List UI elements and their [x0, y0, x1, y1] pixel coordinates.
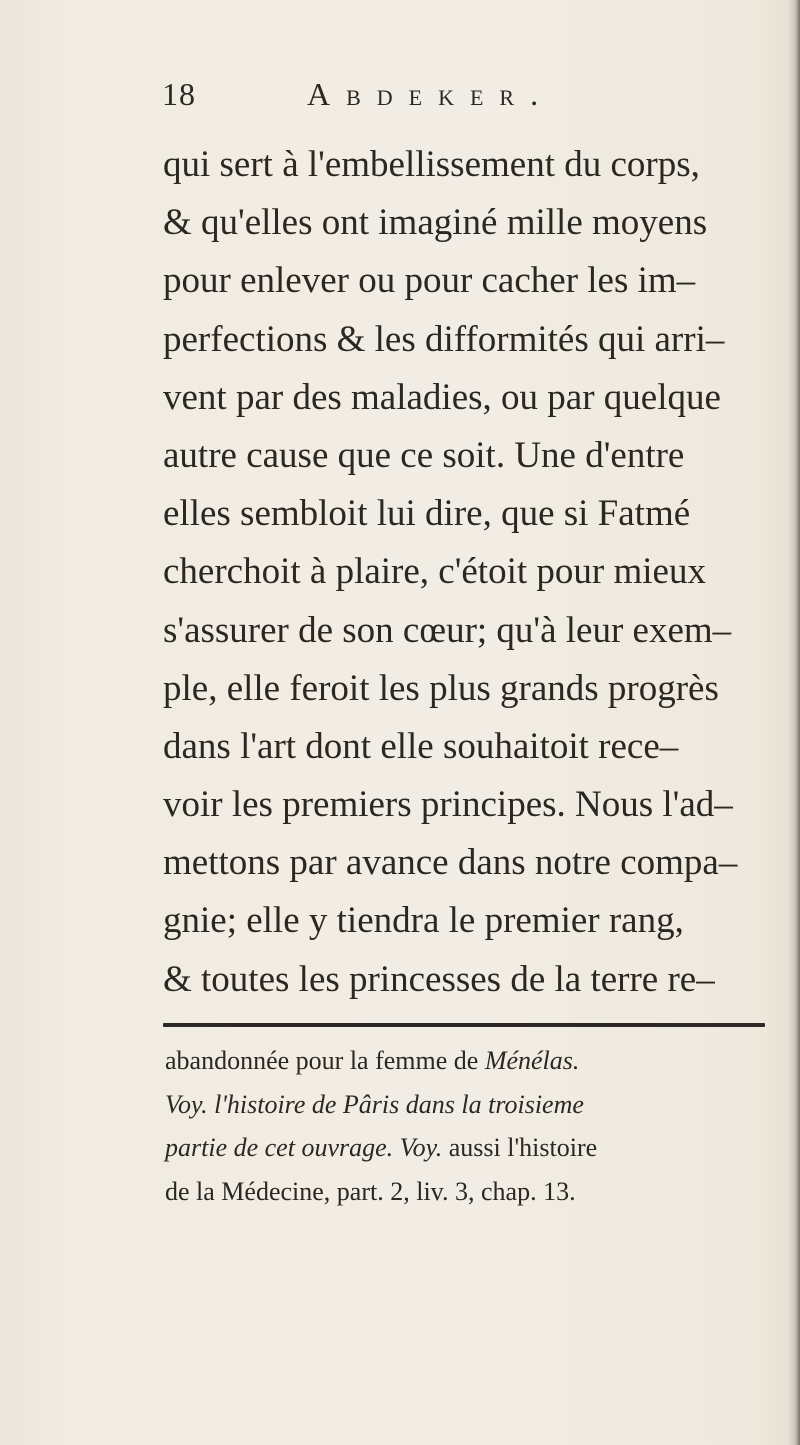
running-title: Abdeker.: [307, 76, 555, 112]
footnote-text: abandonnée pour la femme de: [165, 1046, 485, 1075]
footnote: [165, 1039, 775, 1213]
text-line: perfections & les difformités qui arri–: [163, 318, 725, 360]
text-line: ple, elle feroit les plus grands progrès: [163, 667, 719, 709]
text-line: mettons par avance dans notre compa–: [163, 842, 738, 884]
page-edge-shadow: [788, 0, 800, 1445]
text-line: qui sert à l'embellissement du corps,: [163, 144, 700, 185]
text-line: & toutes les princesses de la terre re–: [163, 958, 715, 1000]
text-line: vent par des maladies, ou par quelque: [163, 376, 721, 418]
text-line: autre cause que ce soit. Une d'entre: [163, 434, 685, 476]
text-line: dans l'art dont elle souhaitoit rece–: [163, 725, 679, 767]
footnote-line: [165, 1126, 775, 1170]
footnote-text: partie de cet ouvrage. Voy.: [165, 1133, 443, 1162]
text-line: pour enlever ou pour cacher les im–: [163, 260, 696, 302]
footnote-line: [165, 1083, 775, 1127]
text-line: gnie; elle y tiendra le premier rang,: [163, 900, 684, 942]
footnote-text: Voy. l'histoire de Pâris dans la troisieme: [165, 1089, 584, 1119]
text-line: voir les premiers principes. Nous l'ad–: [163, 784, 733, 826]
footnote-divider: [163, 1023, 765, 1027]
page-header: [162, 76, 642, 126]
footnote-text: de la Médecine, part. 2, liv. 3, chap. 13.: [165, 1176, 576, 1206]
footnote-name: Ménélas.: [484, 1046, 580, 1075]
footnote-line: [165, 1039, 775, 1083]
main-text: [163, 136, 783, 1009]
text-line: elles sembloit lui dire, que si Fatmé: [163, 493, 691, 535]
footnote-line: [165, 1170, 775, 1214]
footnote-text: aussi l'histoire: [442, 1133, 598, 1162]
text-line: & qu'elles ont imaginé mille moyens: [163, 202, 708, 244]
page-number: 18: [162, 76, 196, 112]
text-line: s'assurer de son cœur; qu'à leur exem–: [163, 609, 732, 651]
text-line: cherchoit à plaire, c'étoit pour mieux: [163, 551, 706, 593]
